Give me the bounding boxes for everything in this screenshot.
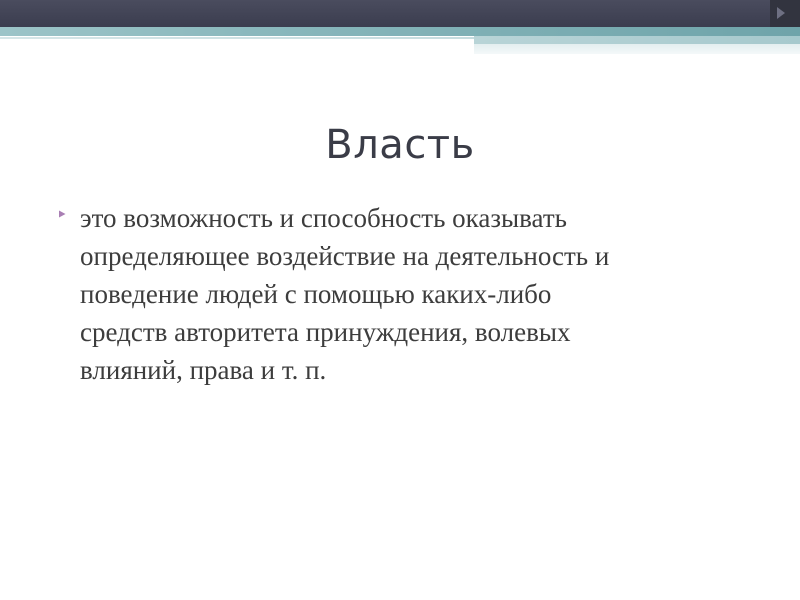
bullet-text [80,199,776,389]
bullet-line: определяющее воздействие на деятельность и [80,241,610,271]
header-right-fade [474,44,800,54]
slide-body [56,199,776,389]
header-teal-band [0,27,800,36]
bullet-line: средств авторитета принуждения, волевых [80,317,571,347]
bullet-line: это возможность и способность оказывать [80,203,567,233]
bullet-line: поведение людей с помощью каких-либо [80,279,552,309]
bullet-line: влияний, права и т. п. [80,355,327,385]
corner-arrow-icon [775,5,787,21]
header-dark-band [0,0,800,27]
triangle-bullet-icon [58,210,66,218]
header-right-accent [474,36,800,44]
bullet-item [56,199,776,389]
slide-title: Власть [325,122,475,168]
